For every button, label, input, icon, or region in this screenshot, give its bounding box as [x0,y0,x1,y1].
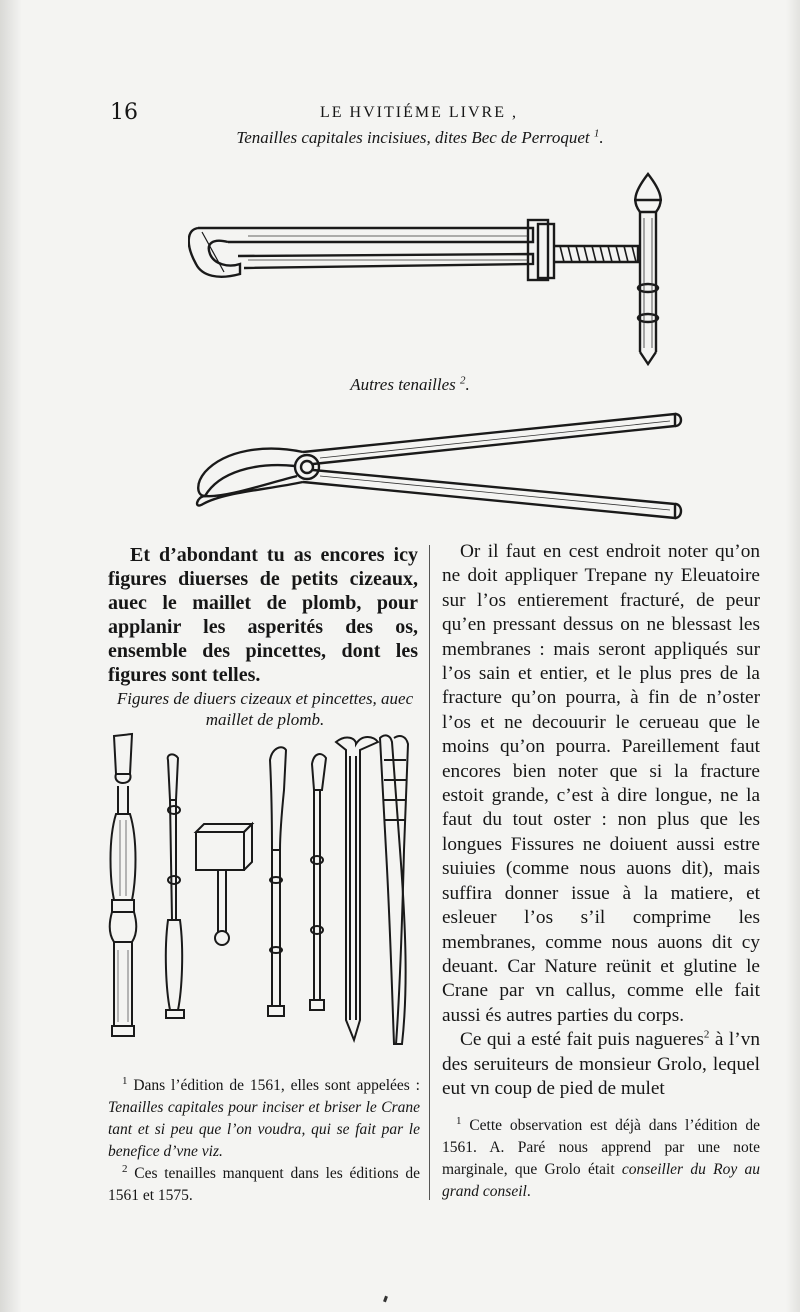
figure-caption-scissors-pincers [110,688,420,730]
page-number: 16 [110,100,138,125]
footnote-text: Ces tenailles manquent dans les éditions de 1561 et 1575. [108,1165,420,1204]
ink-mark [383,1296,388,1303]
caption-text: Autres tenailles [350,375,456,394]
parrot-beak-pliers-illustration [188,168,698,368]
body-paragraph: Or il faut en cest endroit noter qu’on ne doit appliquer Trepane ny Eleuatoire sur l’os entierement fracturé, de peur qu’en pressant dessus on ne blessast les membranes : mais seront appliqués sur l’os sain et entier, et le plus pres de la fracture qu’on pourra, à fin de n’oster l’os et ne decouurir le cerueau que le moins qu’on pourra. Pareillement faut encores bien noter que si la fracture estoit grande, c’est à dire longue, ne la faut du tout oster : non plus que les longues Fissures ne doiuent aussi estre suiuies (comme nous auons dit), mais suffira donner issue à la matiere, et esleuer l’os s’il comprime les membranes, comme nous auons dit cy deuant. Car Nature reünit et glutine le Crane par vn callus, comme elle fait aussi és autres parties du corps. [442,541,760,1026]
caption-line: Figures de diuers cizeaux et pincettes, auec [116,689,414,708]
left-column-paragraph [108,543,418,687]
scissors-pincers-mallet-illustration [100,730,420,1060]
page-edge-shadow [0,0,22,1312]
figure-caption-other-pliers [330,375,490,395]
paragraph-text: Ce qui a esté fait puis nagueres [460,1029,704,1051]
footnote-quote: conseiller du Roy au grand conseil [442,1161,760,1200]
footnote-number: 1 [122,1074,128,1087]
paragraph-text: à l’vn des seruiteurs de monsieur Grolo, lequel eut vn coup de pied de mulet [442,1029,760,1099]
footnote-text: Dans l’édition de 1561, elles sont appelées : [127,1077,420,1094]
footnote-number: 2 [122,1162,128,1175]
footnote-text: Cette observation est déjà dans l’édition de 1561. A. Paré nous apprend par une note marginale, que Grolo était [442,1117,760,1178]
page-edge-shadow [786,0,800,1312]
footnote-quote: Tenailles capitales pour inciser et briser le Crane tant et si peu que l’on voudra, qui se fait par le benefice d’vne viz. [108,1099,420,1160]
footnote-number: 1 [456,1114,462,1127]
footnote-mark: 2 [460,374,466,387]
caption-period: . [599,128,604,147]
figure-caption-parrot-beak-pliers [180,128,660,148]
column-divider [429,545,430,1200]
right-column-text [442,540,760,1101]
footnote-end: . [526,1183,531,1200]
long-tongs-illustration [185,400,685,530]
footnotes-left [108,1075,420,1207]
footnote-mark: 1 [593,127,600,140]
footnote [442,1115,760,1203]
body-paragraph [442,1028,760,1101]
footnote [108,1163,420,1207]
footnotes-right [442,1115,760,1203]
caption-line: maillet de plomb. [205,710,325,729]
caption-period: . [465,375,470,394]
footnote-mark: 2 [703,1028,710,1041]
caption-text: Tenailles capitales incisiues, dites Bec de Perroquet [236,128,590,147]
paragraph-text: Et d’abondant tu as encores icy figures diuerses de petits cizeaux, auec le maillet de plomb, pour applanir les asperités des os, ensemble des pincettes, dont les figures sont telles. [108,544,418,686]
running-head: LE HVITIÉME LIVRE , [320,104,518,121]
footnote [108,1075,420,1163]
